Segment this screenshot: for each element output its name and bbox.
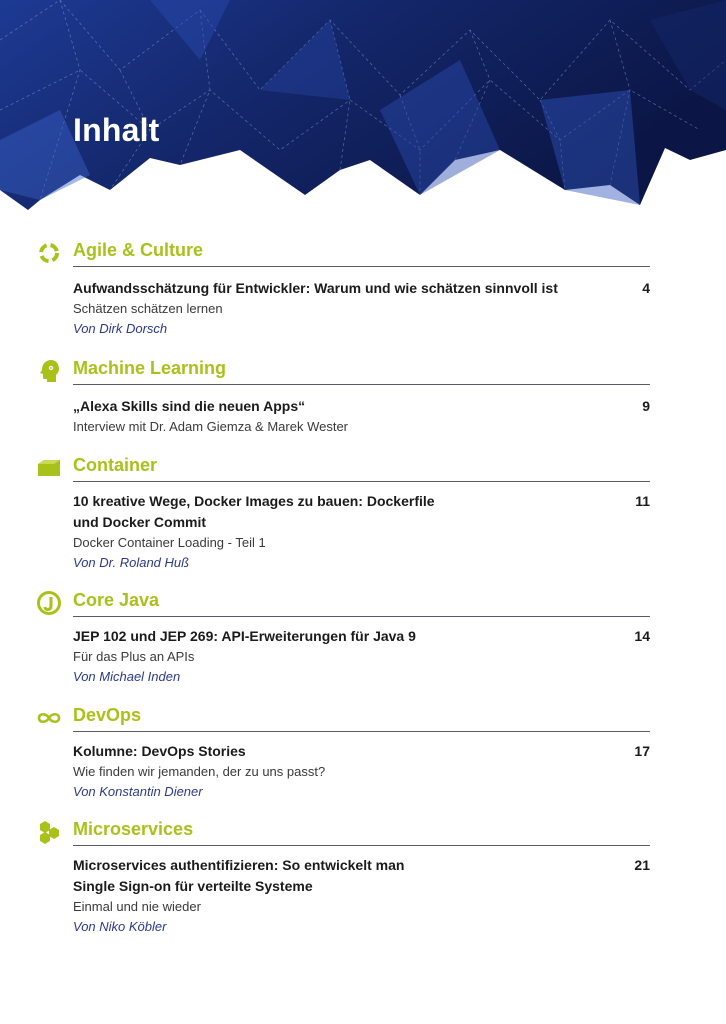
entry-subtitle: Interview mit Dr. Adam Giemza & Marek Wester	[73, 419, 348, 434]
section-divider	[73, 266, 650, 267]
entry-title: „Alexa Skills sind die neuen Apps“	[73, 398, 306, 414]
toc-entry[interactable]	[73, 396, 650, 437]
infinity-icon	[36, 705, 62, 731]
entry-subtitle: Für das Plus an APIs	[73, 649, 195, 664]
entry-author: Von Konstantin Diener	[73, 784, 203, 799]
section-title: Machine Learning	[73, 358, 227, 378]
entry-title: Kolumne: DevOps Stories	[73, 743, 246, 759]
brain-head-icon	[36, 358, 62, 384]
section-title: Container	[73, 455, 158, 475]
section-header	[0, 238, 726, 268]
entry-page-number: 17	[634, 743, 650, 759]
header-banner	[0, 0, 726, 220]
toc-entry[interactable]	[73, 491, 650, 573]
entry-title: Microservices authentifizieren: So entwickelt man Single Sign-on für verteilte Systeme	[73, 857, 405, 894]
entry-author: Von Niko Köbler	[73, 919, 167, 934]
container-box-icon	[36, 455, 62, 481]
section-title: Agile & Culture	[73, 240, 204, 260]
toc-entry[interactable]	[73, 741, 650, 802]
entry-page-number: 9	[642, 398, 650, 414]
page-title: Inhalt	[73, 112, 160, 148]
agile-cycle-icon	[36, 240, 62, 266]
entry-author: Von Dirk Dorsch	[73, 321, 168, 336]
entry-subtitle: Wie finden wir jemanden, der zu uns passt?	[73, 764, 326, 779]
java-j-icon	[36, 590, 62, 616]
section-divider	[73, 384, 650, 385]
hexagon-cluster-icon	[36, 819, 62, 845]
entry-subtitle: Docker Container Loading - Teil 1	[73, 535, 266, 550]
section-divider	[73, 481, 650, 482]
entry-title: Aufwandsschätzung für Entwickler: Warum und wie schätzen sinnvoll ist	[73, 280, 558, 296]
entry-subtitle: Schätzen schätzen lernen	[73, 301, 223, 316]
section-divider	[73, 845, 650, 846]
section-header	[0, 588, 726, 618]
toc-entry[interactable]	[73, 278, 650, 339]
section-title: Core Java	[73, 590, 160, 610]
section-header	[0, 817, 726, 847]
section-header	[0, 703, 726, 733]
section-header	[0, 356, 726, 386]
section-divider	[73, 731, 650, 732]
section-title: Microservices	[73, 819, 194, 839]
entry-page-number: 14	[634, 628, 650, 644]
section-header	[0, 453, 726, 483]
entry-author: Von Dr. Roland Huß	[73, 555, 190, 570]
section-title: DevOps	[73, 705, 142, 725]
entry-title: JEP 102 und JEP 269: API-Erweiterungen für Java 9	[73, 628, 416, 644]
entry-page-number: 11	[635, 493, 650, 509]
entry-subtitle: Einmal und nie wieder	[73, 899, 201, 914]
section-divider	[73, 616, 650, 617]
entry-title: 10 kreative Wege, Docker Images zu bauen: Dockerfile und Docker Commit	[73, 493, 435, 530]
entry-page-number: 4	[642, 280, 650, 296]
polygon-banner-graphic	[0, 0, 726, 220]
toc-entry[interactable]	[73, 626, 650, 687]
toc-entry[interactable]	[73, 855, 650, 937]
entry-author: Von Michael Inden	[73, 669, 181, 684]
entry-page-number: 21	[634, 857, 650, 873]
